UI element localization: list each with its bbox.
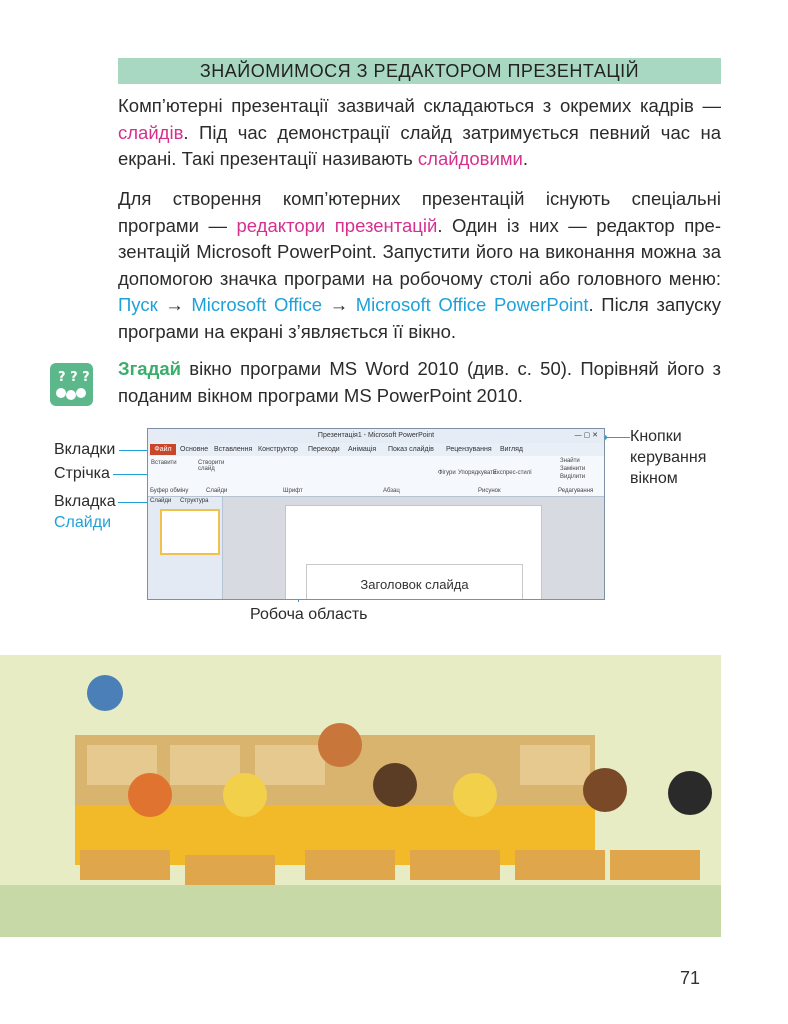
window-controls[interactable]: — ▢ ✕: [574, 432, 598, 439]
side-tab-outline[interactable]: Структура: [180, 498, 209, 504]
callout-tab-slides: [54, 491, 116, 533]
paragraph-editors: [118, 186, 721, 345]
paragraph-intro: [118, 93, 721, 173]
menu-ms-powerpoint: Microsoft Office PowerPoint: [355, 294, 589, 315]
text: Для створення комп’ютерних презентацій існують спеціальні програми —: [118, 188, 721, 236]
page-number: 71: [680, 968, 701, 988]
callout-window-buttons: Кнопки керування вікном: [630, 428, 707, 487]
tab-design[interactable]: Конструктор: [258, 446, 298, 453]
arrow: →: [322, 294, 356, 315]
callout-line: [604, 437, 630, 438]
paragraph-recall: [118, 356, 721, 409]
powerpoint-window: [147, 428, 605, 600]
tab-home[interactable]: Основне: [180, 446, 209, 453]
section-header: [118, 58, 721, 84]
text: Комп’ютерні презентації зазвичай складаються з окремих кадрів —: [118, 95, 721, 116]
menu-start: Пуск: [118, 294, 158, 315]
group-drawing: Рисунок: [478, 488, 501, 494]
button-find[interactable]: Знайти: [560, 458, 580, 464]
ppt-title: Презентація1 - Microsoft PowerPoint: [317, 432, 435, 439]
svg-text:? ? ?: ? ? ?: [58, 370, 90, 385]
group-paragraph: Абзац: [383, 488, 400, 494]
tab-insert[interactable]: Вставлення: [214, 446, 253, 453]
ppt-ribbon: [148, 456, 604, 497]
text: . Один із них — редактор презентацій Microsoft PowerPoint. Запустити його на виконання можна за допомогою значка програми на робочому столі або головного меню:: [118, 214, 721, 289]
button-replace[interactable]: Замінити: [560, 466, 586, 472]
ppt-work-area: [223, 497, 604, 599]
recall-icon: [50, 363, 93, 406]
button-arrange[interactable]: Упорядкувати: [458, 470, 497, 476]
tab-transitions[interactable]: Переходи: [308, 446, 340, 453]
tab-view[interactable]: Вигляд: [500, 446, 523, 453]
tab-slideshow[interactable]: Показ слайдів: [388, 446, 434, 453]
text: вікно програми MS Word 2010 (див. с. 50). Порівняй його з поданим вікном програми MS PowerPoint 2010.: [118, 358, 721, 406]
side-tab-slides[interactable]: Слайди: [150, 498, 172, 504]
recall-label: Згадай: [118, 358, 181, 379]
menu-ms-office: Microsoft Office: [191, 294, 323, 315]
callout-tab-slides-line1: Вкладка: [54, 493, 116, 510]
ppt-tabs-bar: [148, 443, 604, 456]
callout-tab-slides-line2: Слайди: [54, 514, 111, 531]
group-slides: Слайди: [206, 488, 228, 494]
text: . Після запуску програми на екрані з’являється її вікно.: [118, 294, 721, 342]
arrow: →: [157, 294, 192, 315]
classroom-illustration: [0, 655, 721, 937]
callout-line: [113, 474, 151, 475]
term-slide-presentations: слайдовими: [417, 148, 523, 169]
callout-work-area: Робоча область: [250, 606, 368, 623]
button-shapes[interactable]: Фігури: [438, 470, 456, 476]
slide-thumbnail[interactable]: [160, 509, 220, 555]
section-title: ЗНАЙОМИМОСЯ З РЕДАКТОРОМ ПРЕЗЕНТАЦІЙ: [199, 60, 640, 81]
group-editing: Редагування: [558, 488, 594, 494]
term-presentation-editors: редактори презентацій: [236, 214, 438, 236]
term-slides: слайдів: [118, 121, 184, 143]
slide-canvas[interactable]: [285, 505, 542, 600]
tab-file[interactable]: Файл: [150, 444, 176, 455]
callout-ribbon: Стрічка: [54, 465, 110, 482]
button-quick-styles[interactable]: Експрес-стилі: [493, 470, 532, 476]
button-select[interactable]: Виділити: [560, 474, 586, 480]
callout-tabs: Вкладки: [54, 441, 116, 458]
tab-review[interactable]: Рецензування: [446, 446, 492, 453]
slide-title-placeholder[interactable]: Заголовок слайда: [306, 564, 523, 600]
ppt-title-bar: [148, 429, 604, 443]
group-clipboard: Буфер обміну: [150, 488, 189, 494]
ppt-slides-panel: [148, 497, 223, 599]
text: .: [522, 148, 529, 169]
button-paste[interactable]: Вставити: [151, 460, 177, 466]
text: . Під час демонстрації слайд затримується певний час на екрані. Такі презентації називають: [118, 121, 721, 169]
group-font: Шрифт: [283, 488, 303, 494]
button-new-slide[interactable]: Створити слайд: [198, 460, 225, 472]
tab-animation[interactable]: Анімація: [348, 446, 377, 453]
